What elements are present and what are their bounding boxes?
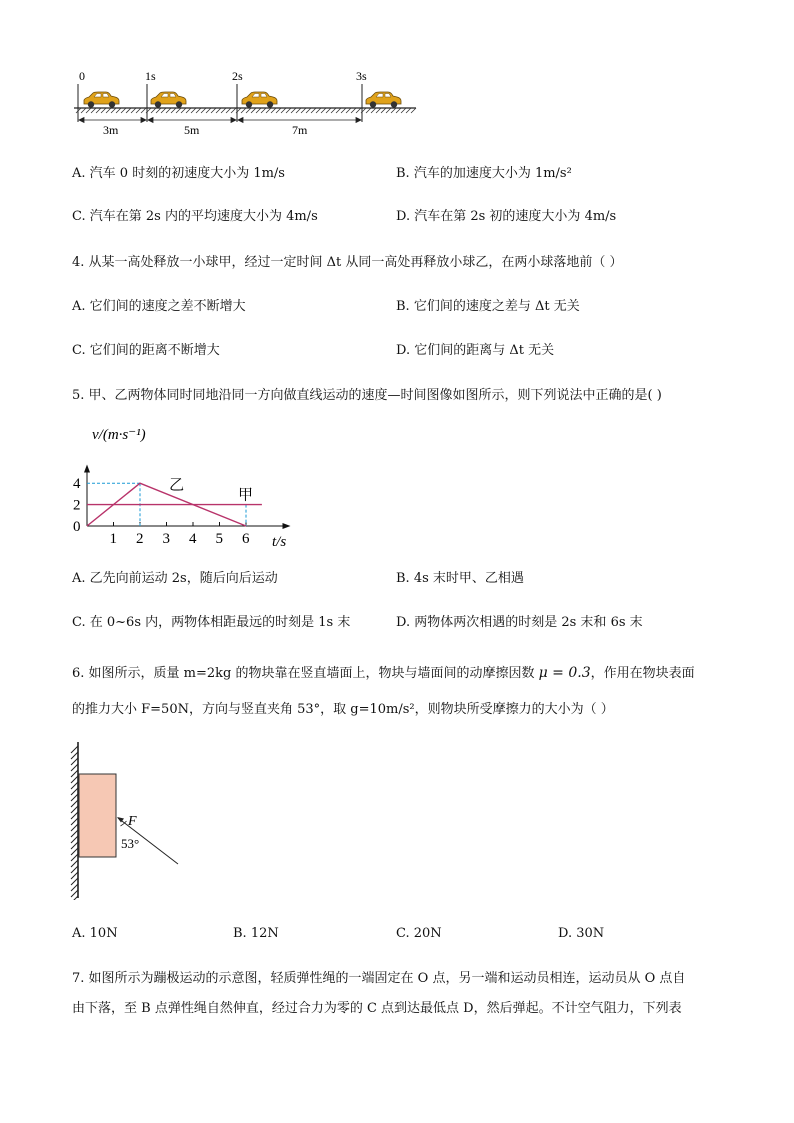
q6-stem-a: 6. 如图所示，质量 m=2kg 的物块靠在竖直墙面上，物块与墙面间的动摩擦因数 (72, 666, 539, 681)
y-tick-label: 4 (73, 476, 81, 493)
series-label-jia: 甲 (238, 487, 254, 504)
q5-stem: 5. 甲、乙两物体同时同地沿同一方向做直线运动的速度—时间图像如图所示，则下列说法中正确的是( ) (72, 388, 662, 403)
q3-option-a[interactable]: A. 汽车 0 时刻的初速度大小为 1m/s (72, 166, 285, 181)
q5-option-b[interactable]: B. 4s 末时甲、乙相遇 (396, 571, 524, 586)
x-tick-label: 3 (162, 531, 170, 547)
x-axis-label: t/s (272, 534, 287, 550)
distance-label: 3m (103, 123, 119, 137)
q6-stem-line1 (72, 665, 695, 682)
car-motion-figure (70, 64, 430, 142)
q6-stem-b: ，作用在物块表面 (590, 666, 695, 681)
x-tick-label: 1 (109, 531, 117, 547)
distance-label: 5m (184, 123, 200, 137)
y-tick-label: 0 (73, 519, 81, 535)
y-tick-label: 2 (73, 497, 81, 514)
q7-stem-line1: 7. 如图所示为蹦极运动的示意图，轻质弹性绳的一端固定在 O 点，另一端和运动员相连，运动员从 O 点自 (72, 971, 686, 986)
q5-option-d[interactable]: D. 两物体两次相遇的时刻是 2s 末和 6s 末 (396, 615, 643, 630)
block-on-wall-figure (68, 742, 188, 900)
q4-option-b[interactable]: B. 它们间的速度之差与 Δt 无关 (396, 299, 580, 314)
time-label: 0 (79, 69, 85, 83)
q7-stem-line2: 由下落，至 B 点弹性绳自然伸直，经过合力为零的 C 点到达最低点 D，然后弹起。不计空气阻力，下列表 (72, 1001, 682, 1016)
series-label-yi: 乙 (169, 477, 185, 494)
x-tick-label: 2 (136, 531, 144, 547)
y-axis-arrow (84, 465, 90, 473)
q4-option-c[interactable]: C. 它们间的距离不断增大 (72, 343, 220, 358)
x-axis-arrow (283, 523, 291, 529)
velocity-time-chart (70, 420, 300, 555)
x-tick-label: 5 (215, 531, 223, 547)
x-tick-label: 4 (189, 531, 197, 547)
y-axis-label: v/(m·s⁻¹) (92, 427, 146, 443)
q4-option-d[interactable]: D. 它们间的距离与 Δt 无关 (396, 343, 555, 358)
distance-label: 7m (292, 123, 308, 137)
car-icon (151, 92, 186, 108)
q5-option-a[interactable]: A. 乙先向前运动 2s，随后向后运动 (72, 571, 278, 586)
q6-option-b[interactable]: B. 12N (233, 926, 279, 941)
mu-formula: μ = 0.3 (538, 665, 591, 681)
car-icon (242, 92, 277, 108)
car-icon (366, 92, 401, 108)
q3-option-b[interactable]: B. 汽车的加速度大小为 1m/s² (396, 166, 572, 181)
x-tick-label: 6 (242, 531, 250, 547)
q6-option-c[interactable]: C. 20N (396, 926, 442, 941)
q4-stem: 4. 从某一高处释放一小球甲，经过一定时间 Δt 从同一高处再释放小球乙，在两小球落地前（ ） (72, 255, 623, 270)
car-icon (84, 92, 119, 108)
q4-option-a[interactable]: A. 它们间的速度之差不断增大 (72, 299, 246, 314)
q3-option-c[interactable]: C. 汽车在第 2s 内的平均速度大小为 4m/s (72, 209, 318, 224)
q5-option-c[interactable]: C. 在 0~6s 内，两物体相距最远的时刻是 1s 末 (72, 615, 351, 630)
time-label: 3s (356, 69, 367, 83)
q6-stem-line2: 的推力大小 F=50N，方向与竖直夹角 53°，取 g=10m/s²，则物块所受摩擦力的大小为（ ） (72, 702, 614, 717)
q3-option-d[interactable]: D. 汽车在第 2s 初的速度大小为 4m/s (396, 209, 617, 224)
time-label: 2s (232, 69, 243, 83)
angle-label: 53° (121, 836, 140, 851)
force-label: F (128, 814, 137, 829)
q6-option-a[interactable]: A. 10N (72, 926, 118, 941)
block (79, 774, 116, 857)
q6-option-d[interactable]: D. 30N (558, 926, 605, 941)
time-label: 1s (145, 69, 156, 83)
